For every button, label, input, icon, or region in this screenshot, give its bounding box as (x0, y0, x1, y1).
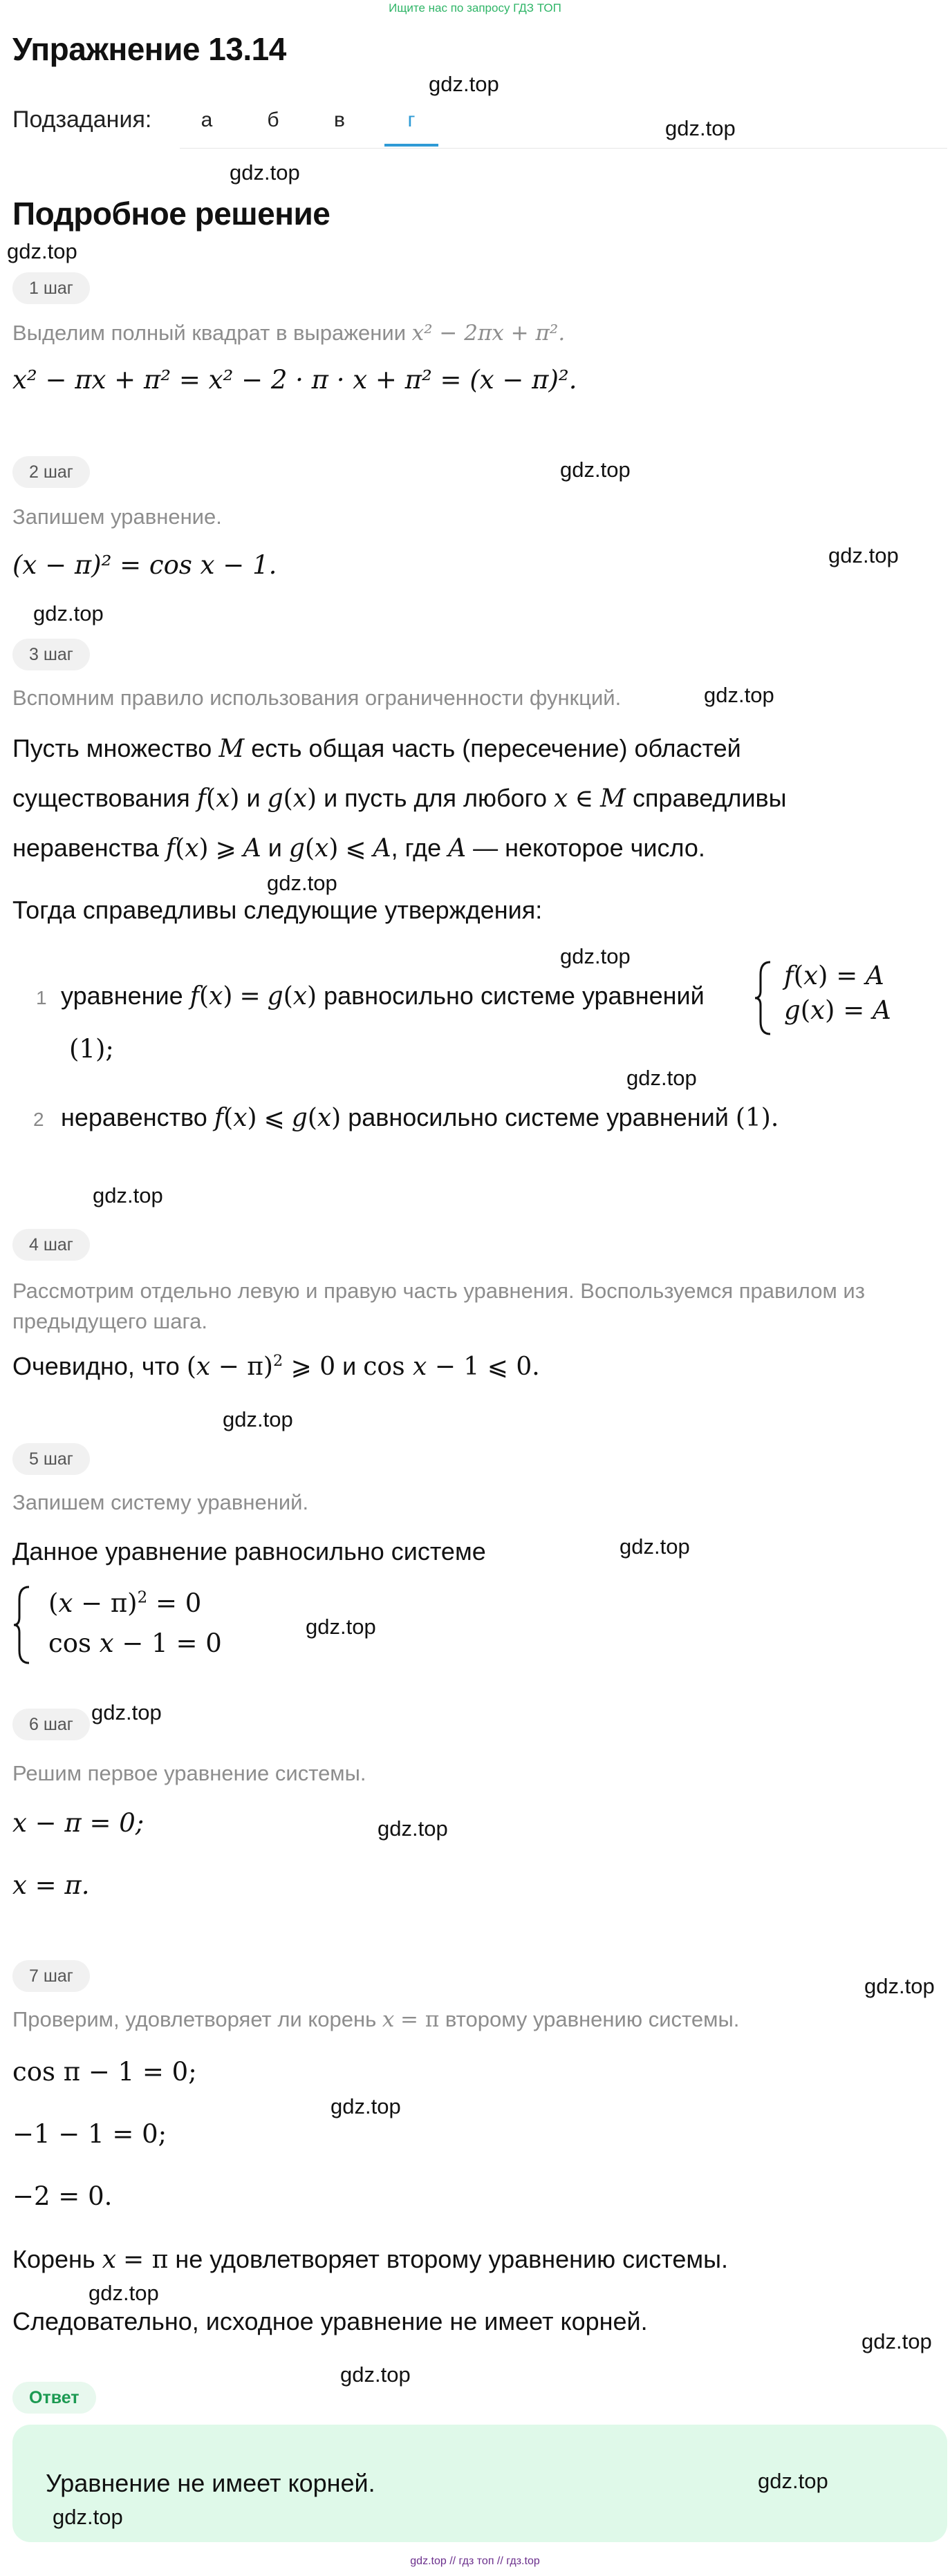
watermark: gdz.top (560, 458, 631, 482)
watermark: gdz.top (429, 72, 499, 96)
watermark: gdz.top (230, 160, 300, 185)
watermark: gdz.top (91, 1700, 162, 1724)
watermark: gdz.top (340, 2362, 411, 2387)
hint-math: x² − 2πx + π². (411, 321, 566, 346)
watermark: gdz.top (620, 1534, 690, 1559)
step-badge: 2 шаг (12, 456, 90, 488)
list-number: 2 (33, 1109, 44, 1130)
system-brace (754, 959, 774, 1037)
system-eq: f(x) = A (784, 961, 884, 990)
watermark: gdz.top (861, 2329, 932, 2353)
answer-text: Уравнение не имеет корней. (46, 2469, 375, 2497)
step-hint: Запишем систему уравнений. (12, 1490, 309, 1514)
step-hint: Рассмотрим отдельно левую и правую часть уравнения. Воспользуемся правилом из предыдущего шага. (12, 1279, 865, 1333)
system-brace (12, 1584, 33, 1666)
system-eq: g(x) = A (784, 995, 891, 1025)
rule-line-1: Пусть множество M есть общая часть (пересечение) областей (12, 734, 741, 763)
formula: x = π. (12, 1870, 90, 1900)
watermark: gdz.top (223, 1407, 293, 1431)
rule-line-2: существования f(x) и g(x) и пусть для любого x ∈ M справедливы (12, 784, 787, 813)
system-eq: $(x - \pi)^2 = 0$ (48, 1588, 202, 1618)
formula: −1 − 1 = 0; (12, 2119, 167, 2149)
subtask-tabs (180, 102, 947, 149)
step-hint: Вспомним правило использования ограниченности функций. (12, 686, 622, 710)
rule-line-3: неравенства f(x) ⩾ A и g(x) ⩽ A, где A — некоторое число. (12, 834, 705, 863)
watermark: gdz.top (828, 543, 899, 567)
tab-b[interactable]: б (267, 109, 279, 131)
step4-text: Очевидно, что $(x - \pi)^2$ ⩾ 0 и cos x − 1 ⩽ 0. (12, 1352, 540, 1381)
step-badge: 1 шаг (12, 272, 90, 304)
tab-v[interactable]: в (334, 109, 345, 131)
rule-line-4: Тогда справедливы следующие утверждения: (12, 896, 543, 924)
step-badge: 5 шаг (12, 1443, 90, 1475)
watermark: gdz.top (7, 239, 77, 263)
top-banner[interactable]: Ищите нас по запросу ГДЗ ТОП (389, 1, 561, 15)
list-item: уравнение f(x) = g(x) равносильно системе уравнений (61, 981, 705, 1010)
system-eq: cos x − 1 = 0 (48, 1628, 222, 1658)
step5-text: Данное уравнение равносильно системе (12, 1537, 486, 1566)
footer-links[interactable]: gdz.top // гдз топ // гдз.top (410, 2555, 540, 2567)
formula: −2 = 0. (12, 2181, 113, 2211)
step-badge: 3 шаг (12, 639, 90, 670)
formula: x − π = 0; (12, 1808, 145, 1838)
watermark: gdz.top (89, 2281, 159, 2305)
watermark: gdz.top (704, 683, 774, 707)
formula: (x − π)² = cos x − 1. (12, 550, 277, 580)
watermark: gdz.top (33, 601, 104, 626)
watermark: gdz.top (93, 1183, 163, 1207)
equation-ref: (1); (69, 1034, 114, 1064)
watermark: gdz.top (864, 1974, 935, 1998)
watermark: gdz.top (665, 116, 736, 140)
answer-badge: Ответ (12, 2382, 96, 2414)
formula: cos π − 1 = 0; (12, 2057, 197, 2087)
watermark: gdz.top (53, 2505, 123, 2529)
step-hint: Выделим полный квадрат в выражении x² − 2πx + π². (12, 321, 566, 346)
watermark: gdz.top (267, 871, 337, 895)
step-hint: Запишем уравнение. (12, 505, 222, 529)
step-badge: 4 шаг (12, 1229, 90, 1261)
solution-title: Подробное решение (12, 196, 330, 232)
list-number: 1 (36, 987, 47, 1008)
step-badge: 6 шаг (12, 1709, 90, 1740)
watermark: gdz.top (758, 2469, 828, 2493)
watermark: gdz.top (626, 1066, 697, 1090)
formula: x² − πx + π² = x² − 2 · π · x + π² = (x − π)². (12, 365, 577, 395)
tab-g[interactable]: г (384, 102, 438, 147)
watermark: gdz.top (378, 1816, 448, 1841)
tab-a[interactable]: а (201, 109, 213, 131)
step-hint: Проверим, удовлетворяет ли корень x = π второму уравнению системы. (12, 2007, 740, 2032)
page-title: Упражнение 13.14 (12, 31, 286, 67)
watermark: gdz.top (560, 944, 631, 968)
step7-text: Корень x = π не удовлетворяет второму уравнению системы. (12, 2245, 728, 2274)
step-hint: Решим первое уравнение системы. (12, 1761, 366, 1785)
list-item: неравенство f(x) ⩽ g(x) равносильно системе уравнений (1). (61, 1103, 779, 1132)
subtasks-label: Подзадания: (12, 106, 152, 133)
watermark: gdz.top (306, 1615, 376, 1639)
step-badge: 7 шаг (12, 1960, 90, 1992)
watermark: gdz.top (330, 2094, 401, 2118)
step7-conclusion: Следовательно, исходное уравнение не имеет корней. (12, 2307, 648, 2335)
